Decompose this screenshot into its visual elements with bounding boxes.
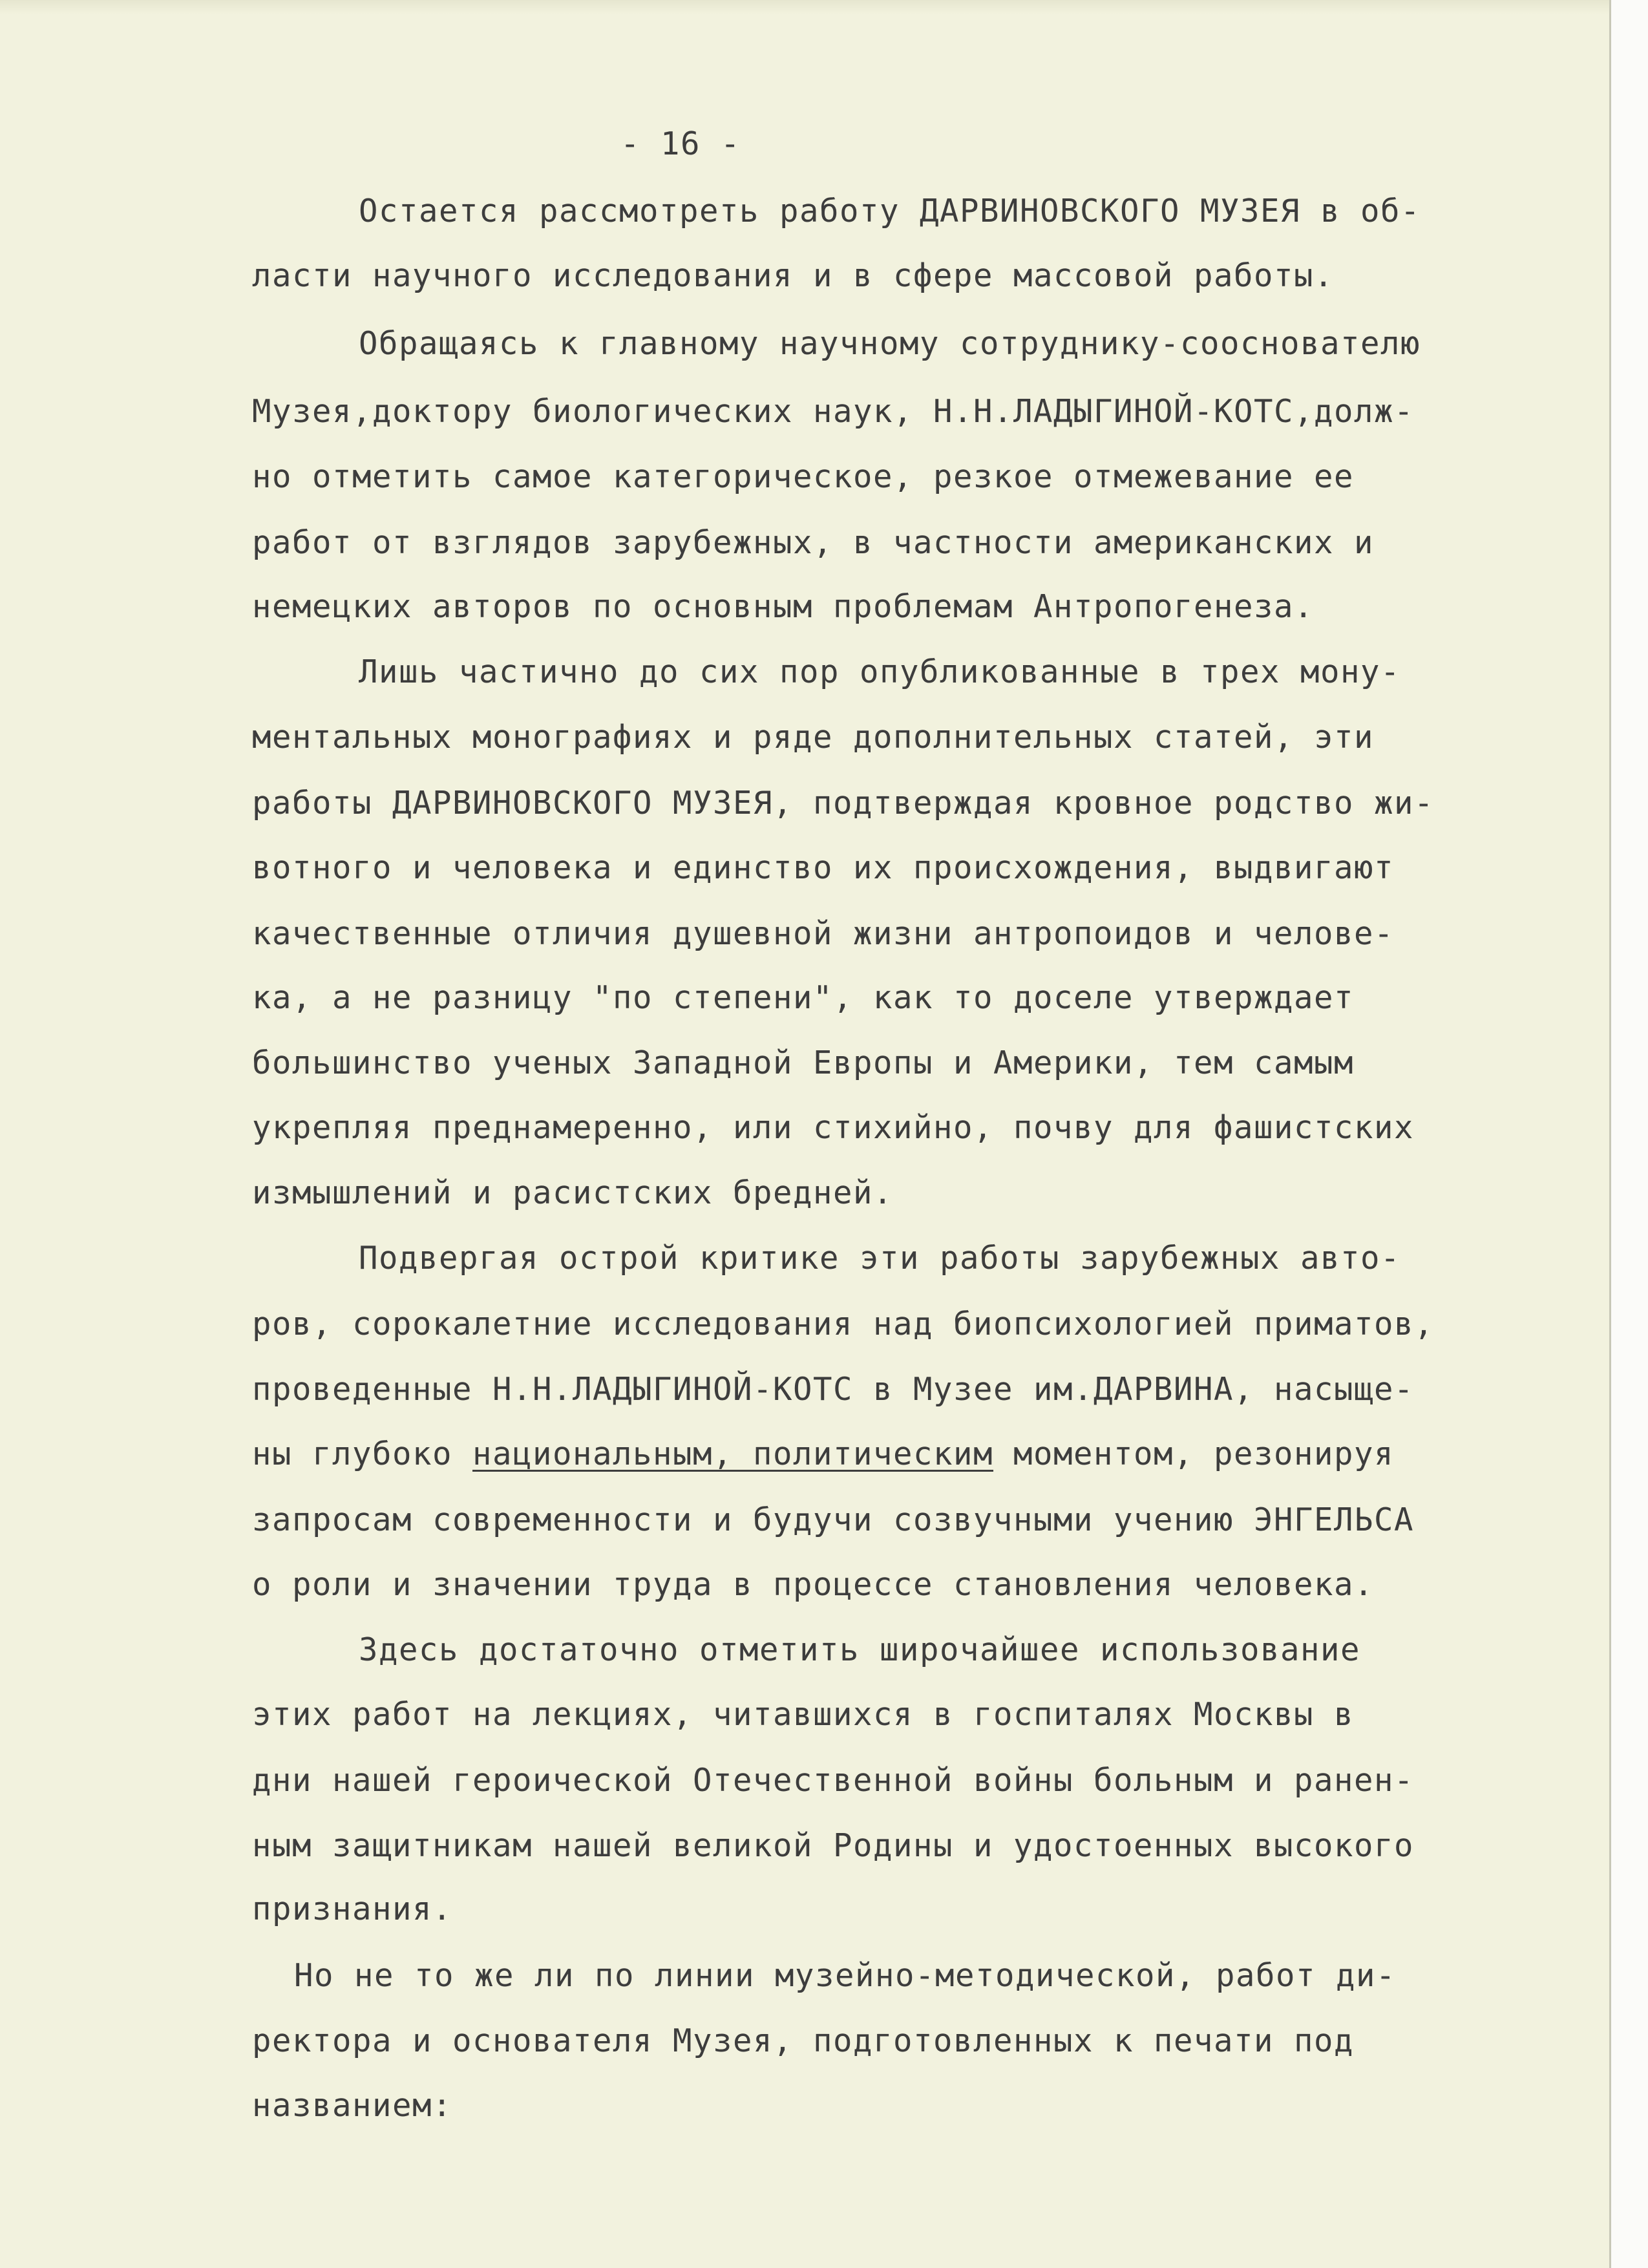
text-line: признания. bbox=[252, 1891, 453, 1927]
text-line: о роли и значении труда в процессе становления человека. bbox=[252, 1566, 1375, 1603]
text-line: ка, а не разницу "по степени", как то доселе утверждает bbox=[252, 979, 1355, 1016]
page-right-margin bbox=[1609, 0, 1648, 2268]
text-segment: моментом, резонируя bbox=[993, 1436, 1395, 1472]
sheet-top-edge bbox=[0, 0, 1609, 14]
text-line: Обращаясь к главному научному сотруднику-сооснователю bbox=[359, 325, 1421, 362]
text-line: Лишь частично до сих пор опубликованные в трех мону- bbox=[359, 653, 1401, 690]
text-line: запросам современности и будучи созвучными учению ЭНГЕЛЬСА bbox=[252, 1501, 1415, 1538]
text-line: этих работ на лекциях, читавшихся в госпиталях Москвы в bbox=[252, 1696, 1355, 1733]
text-line: измышлений и расистских бредней. bbox=[252, 1174, 894, 1211]
text-line: большинство ученых Западной Европы и Америки, тем самым bbox=[252, 1044, 1355, 1081]
text-line: ментальных монографиях и ряде дополнительных статей, эти bbox=[252, 719, 1375, 756]
text-line-with-underline bbox=[252, 1438, 1394, 1470]
text-line: но отметить самое категорическое, резкое отмежевание ее bbox=[252, 458, 1355, 495]
text-line: ров, сорокалетние исследования над биопсихологией приматов, bbox=[252, 1306, 1435, 1342]
text-line: вотного и человека и единство их происхождения, выдвигают bbox=[252, 849, 1395, 886]
text-line: Музея,доктору биологических наук, Н.Н.ЛАДЫГИНОЙ-КОТС,долж- bbox=[252, 393, 1415, 430]
text-line: Здесь достаточно отметить широчайшее использование bbox=[359, 1631, 1361, 1668]
text-line: немецких авторов по основным проблемам Антропогенеза. bbox=[252, 588, 1315, 625]
text-segment: ны глубоко bbox=[252, 1436, 473, 1472]
text-line: проведенные Н.Н.ЛАДЫГИНОЙ-КОТС в Музее им.ДАРВИНА, насыще- bbox=[252, 1371, 1415, 1408]
text-line: укрепляя преднамеренно, или стихийно, почву для фашистских bbox=[252, 1109, 1415, 1146]
text-line: работы ДАРВИНОВСКОГО МУЗЕЯ, подтверждая кровное родство жи- bbox=[252, 785, 1435, 821]
text-line: Подвергая острой критике эти работы зарубежных авто- bbox=[359, 1240, 1401, 1277]
text-line: качественные отличия душевной жизни антропоидов и челове- bbox=[252, 915, 1395, 952]
text-line: ректора и основателя Музея, подготовленных к печати под bbox=[252, 2022, 1355, 2059]
text-line: ным защитникам нашей великой Родины и удостоенных высокого bbox=[252, 1827, 1415, 1864]
underlined-words: национальным, политическим bbox=[472, 1436, 994, 1472]
text-line: работ от взглядов зарубежных, в частности американских и bbox=[252, 524, 1375, 561]
text-line: Остается рассмотреть работу ДАРВИНОВСКОГО МУЗЕЯ в об- bbox=[359, 193, 1421, 229]
text-line: дни нашей героической Отечественной войны больным и ранен- bbox=[252, 1762, 1415, 1799]
text-line: ласти научного исследования и в сфере массовой работы. bbox=[252, 257, 1335, 294]
text-line: названием: bbox=[252, 2087, 453, 2124]
text-line: Но не то же ли по линии музейно-методической, работ ди- bbox=[294, 1957, 1397, 1994]
page-number: - 16 - bbox=[620, 125, 741, 162]
